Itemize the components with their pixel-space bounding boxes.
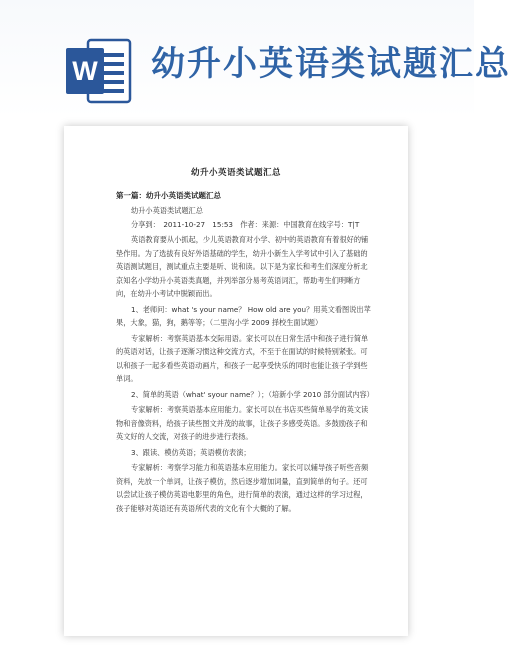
banner-title: 幼升小英语类试题汇总 [151, 44, 511, 84]
paragraph: 分享到： 2011-10-27 15:53 作者：来源：中国教育在线字号：T|T [131, 219, 360, 229]
word-document-icon [64, 38, 132, 104]
paragraph: 3、跟读、模仿英语；英语模仿表演； [131, 447, 251, 457]
paragraph: 专家解析：考察学习能力和英语基本应用能力。家长可以辅导孩子听些音频资料，先放一个单词，让孩子模仿，然后逐步增加词量，直到简单的句子。还可以尝试让孩子模仿英语电影里的角色，进行简单的表演，通过这样的学习过程，孩子能够对英语还有英语所代表的文化有个大概的了解。 [116, 463, 369, 513]
document-page [64, 126, 408, 636]
paragraph: 2、简单的英语（what' syour name？）；（培新小学 2010 部分面试内容） [131, 389, 374, 399]
paragraph: 英语教育要从小抓起，少儿英语教育对小学、初中的英语教育有着很好的铺垫作用。为了选拔有良好外语基础的学生，幼升小新生入学考试中引入了基础的英语测试题目，测试重点主要是听、说和读。以下是为家长和考生们深度分析北京知名小学幼升小英语类真题，并列举部分易考英语词汇，帮助考生们明晰方向，在幼升小考试中脱颖而出。 [116, 235, 369, 298]
section-title: 第一篇：幼升小英语类试题汇总 [116, 191, 221, 200]
document-heading: 幼升小英语类试题汇总 [190, 168, 281, 178]
paragraph: 幼升小英语类试题汇总 [131, 206, 203, 215]
svg-text:W: W [72, 56, 98, 86]
paragraph: 1、老师问：what 's your name？ How old are you？用英文看图说出苹果，大象，猫，狗，鹅等等；（二里沟小学 2009 择校生面试题） [116, 304, 371, 327]
banner [0, 0, 511, 118]
paragraph: 专家解析：考察英语基本交际用语。家长可以在日常生活中和孩子进行简单的英语对话，让孩子逐渐习惯这种交流方式，不至于在面试的时候特别紧张。可以和孩子一起多看些英语动画片，和孩子一起享受快乐的同时也能让孩子学到些单词。 [116, 333, 369, 383]
paragraph: 专家解析：考察英语基本应用能力。家长可以在书店买些简单易学的英文读物和音像资料，给孩子读些图文并茂的故事，让孩子多感受英语。多鼓励孩子和英文好的人交流，对孩子的进步进行表扬。 [116, 405, 369, 441]
document-body [116, 204, 372, 515]
